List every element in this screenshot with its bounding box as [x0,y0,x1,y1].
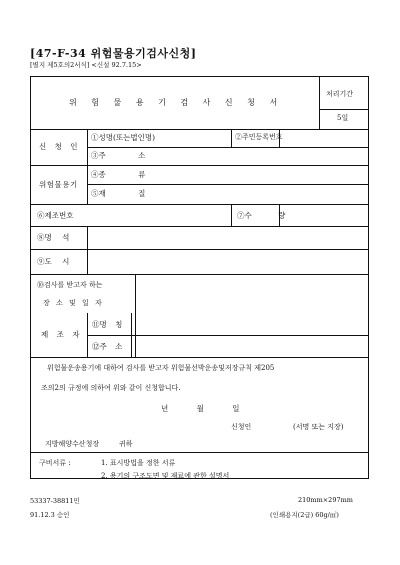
column-divider [87,226,88,274]
application-form [30,76,369,479]
form-header-subtitle: [별지 제5호의2서식] <신설 92.7.15> [30,61,142,69]
type-field-label: ④종 류 [91,170,146,179]
inspection-place-label-2: 장 소 및 일 자 [43,299,104,307]
row-divider [31,357,368,358]
name-field-label: ①성명(또는법인명) [91,133,156,142]
material-field-label: ⑤재 질 [91,189,146,198]
serial-number-value[interactable] [87,205,230,225]
inspection-place-label-1: ⑩검사를 받고자 하는 [37,281,103,289]
address-field-value[interactable] [171,148,367,164]
manufacturer-name-value[interactable] [137,314,367,334]
quantity-label: ⑦수 량 [237,211,286,220]
recipient-label: 지방해양수산청장 [45,440,100,448]
column-divider [87,313,88,357]
form-code: 53337-38811민 [30,497,80,505]
recipient-suffix: 귀하 [119,440,133,448]
required-doc-1: 1. 표시방법을 정한 서류 [101,459,176,467]
column-divider [231,129,232,147]
type-field-value[interactable] [171,166,367,183]
required-docs-label: 구비서류 : [39,459,71,467]
approval-date: 91.12.3 승인 [30,511,70,519]
column-divider [135,274,136,357]
row-divider [31,452,368,453]
column-divider [319,77,320,129]
column-divider [231,204,232,226]
material-field-value[interactable] [171,185,367,203]
resident-number-label: ②주민등록번호 [235,133,283,141]
manufacturer-label: 제 조 자 [41,330,83,339]
column-divider [87,129,88,204]
paper-type: (인쇄용지(2급) 60g/㎡) [270,511,339,519]
manufacturer-address-value[interactable] [137,336,367,356]
applicant-signature-label: 신청인 [231,423,252,431]
paper-size: 210mm×297mm [298,496,353,504]
inspection-place-value[interactable] [137,275,367,312]
signature-note: (서명 또는 지장) [293,423,344,431]
item-8-label: ⑧명 석 [37,233,70,242]
name-field-value[interactable] [171,130,229,146]
form-header-title: [47-F-34 위험물용기검사신청] [30,47,197,60]
item-9-label: ⑨도 시 [37,257,70,266]
container-label: 위험물용기 [39,180,78,189]
column-divider [131,313,132,357]
serial-number-label: ⑥제조번호 [37,211,74,220]
date-line: 년 월 일 [161,404,240,413]
processing-period-value: 5일 [337,114,349,122]
signature-area[interactable] [256,419,291,433]
manufacturer-name-label: ⑪명 칭 [92,320,123,329]
required-doc-2: 2. 용기의 구조도면 및 재료에 관한 설명서 [101,472,230,480]
manufacturer-address-label: ⑫주 소 [92,342,123,351]
row-divider [319,109,368,110]
statement-line-2: 조의2의 규정에 의하여 위와 같이 신청합니다. [41,384,181,392]
form-main-title: 위 험 물 용 기 검 사 신 청 서 [69,98,284,107]
resident-number-value[interactable] [281,130,367,146]
item-9-value[interactable] [89,250,367,273]
address-field-label: ③주 소 [91,151,146,160]
processing-period-label: 처리기간 [326,90,354,98]
applicant-label: 신 청 인 [39,142,81,151]
item-8-value[interactable] [89,227,367,248]
quantity-value[interactable] [281,205,367,225]
statement-line-1: 위험물운송용기에 대하여 검사를 받고자 위험물선박운송및저장규칙 제205 [47,364,275,372]
